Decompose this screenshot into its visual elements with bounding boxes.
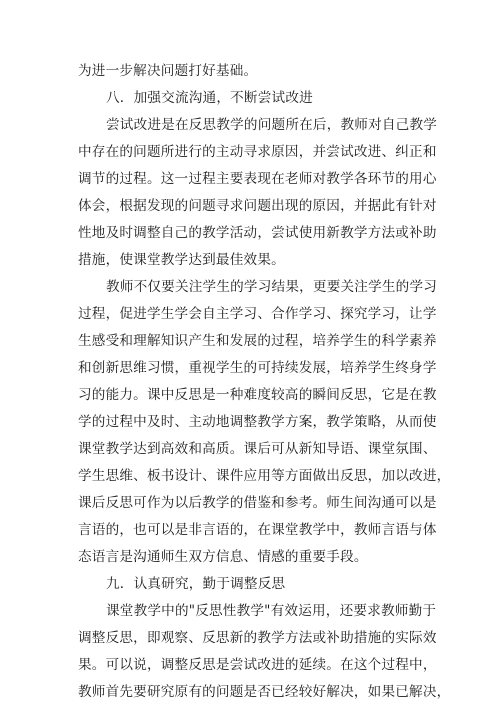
paragraph-line: 课后反思可作为以后教学的借鉴和参考。师生间沟通可以是	[78, 495, 437, 511]
paragraph-first-line: 尝试改进是在反思教学的问题所在后，教师对自己教学	[106, 117, 438, 133]
paragraph-line: 果。可以说，调整反思是尝试改进的延续。在这个过程中，	[78, 657, 437, 673]
paragraph-line: 措施，使课堂教学达到最佳效果。	[78, 252, 285, 268]
paragraph-line: 教师首先要研究原有的问题是否已经较好解决，如果已解决，	[78, 684, 451, 700]
paragraph-first-line: 教师不仅要关注学生的学习结果，更要关注学生的学习	[106, 279, 438, 295]
paragraph-line: 调整反思，即观察、反思新的教学方法或补助措施的实际效	[78, 630, 437, 646]
paragraph-line: 性地及时调整自己的教学活动，尝试使用新教学方法或补助	[78, 225, 437, 241]
paragraph-line: 言语的，也可以是非言语的，在课堂教学中，教师言语与体	[78, 522, 437, 538]
paragraph-line: 过程，促进学生学会自主学习、合作学习、探究学习，让学	[78, 306, 437, 322]
paragraph-line: 生感受和理解知识产生和发展的过程，培养学生的科学素养	[78, 333, 437, 349]
section-heading: 八．加强交流沟通，不断尝试改进	[106, 90, 313, 106]
section-heading: 九．认真研究，勤于调整反思	[106, 576, 286, 592]
paragraph-line: 学生思维、板书设计、课件应用等方面做出反思，加以改进，	[78, 468, 451, 484]
document-body	[78, 58, 451, 706]
paragraph-line: 体会，根据发现的问题寻求问题出现的原因，并据此有针对	[78, 198, 437, 214]
paragraph-line: 习的能力。课中反思是一种难度较高的瞬间反思，它是在教	[78, 387, 437, 403]
paragraph-first-line: 课堂教学中的"反思性教学"有效运用，还要求教师勤于	[106, 603, 437, 619]
paragraph-line: 态语言是沟通师生双方信息、情感的重要手段。	[78, 549, 368, 565]
paragraph-line: 课堂教学达到高效和高质。课后可从新知导语、课堂氛围、	[78, 441, 437, 457]
paragraph-line: 中存在的问题所进行的主动寻求原因，并尝试改进、纠正和	[78, 144, 437, 160]
paragraph-line: 调节的过程。这一过程主要表现在老师对教学各环节的用心	[78, 171, 437, 187]
paragraph-line: 学的过程中及时、主动地调整教学方案，教学策略，从而使	[78, 414, 437, 430]
paragraph-line: 为进一步解决问题打好基础。	[78, 63, 258, 79]
paragraph-line: 和创新思维习惯，重视学生的可持续发展，培养学生终身学	[78, 360, 437, 376]
